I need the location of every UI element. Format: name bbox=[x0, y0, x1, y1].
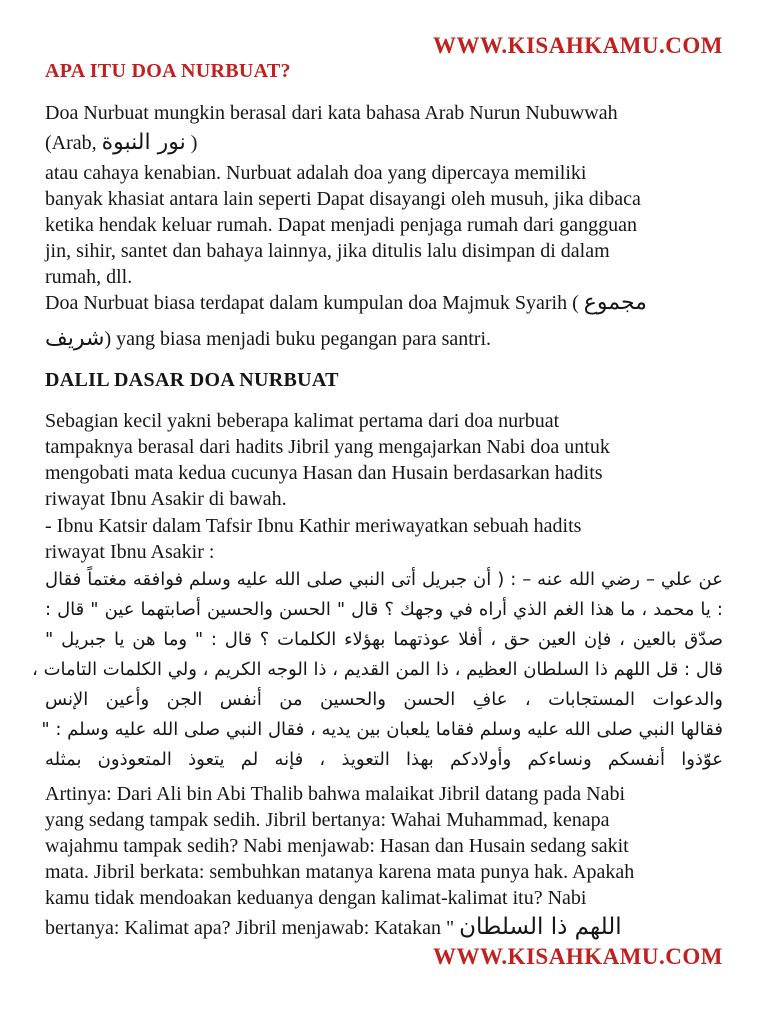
arabic-hadith-line: فقالها النبي صلى الله عليه وسلم فقاما يلعبان بين يديه ، فقال النبي صلى الله عليه وسلم : " bbox=[41, 719, 723, 740]
paragraph-line: kamu tidak mendoakan keduanya dengan kalimat-kalimat itu? Nabi bbox=[45, 887, 587, 909]
dalil-paragraph bbox=[45, 408, 723, 512]
arabic-hadith-line: صدّق بالعين ، فإن العين حق ، أفلا عوذتهما بهؤلاء الكلمات ؟ قال : " وما هن يا جبريل " bbox=[45, 629, 723, 650]
paragraph-line: Sebagian kecil yakni beberapa kalimat pertama dari doa nurbuat bbox=[45, 410, 560, 432]
paragraph-line-mixed bbox=[45, 285, 723, 321]
site-url-footer: WWW.KISAHKAMU.COM bbox=[432, 944, 723, 969]
artinya-paragraph bbox=[45, 781, 723, 945]
paragraph-line: mata. Jibril berkata: sembuhkan matanya karena mata punya hak. Apakah bbox=[45, 861, 635, 883]
paragraph-line: yang sedang tampak sedih. Jibril bertanya: Wahai Muhammad, kenapa bbox=[45, 809, 610, 831]
paragraph-line-mixed bbox=[45, 321, 723, 357]
arabic-hadith-line: : يا محمد ، ما هذا الغم الذي أراه في وجهك ؟ قال " الحسن والحسين أصابتهما عين " قال : bbox=[45, 599, 723, 620]
article-title: APA ITU DOA NURBUAT? bbox=[45, 60, 291, 82]
paragraph-line-mixed bbox=[45, 911, 723, 945]
dalil-heading: DALIL DASAR DOA NURBUAT bbox=[45, 369, 339, 391]
paragraph-line: ketika hendak keluar rumah. Dapat menjadi penjaga rumah dari gangguan bbox=[45, 214, 637, 236]
arabic-phrase: اللهم ذا السلطان bbox=[459, 914, 622, 940]
arab-term-suffix: ) bbox=[185, 132, 198, 154]
majmuk-paragraph bbox=[45, 285, 723, 357]
arabic-term: نور النبوة bbox=[101, 130, 186, 155]
artinya-last-text: bertanya: Kalimat apa? Jibril menjawab: Katakan " bbox=[45, 917, 460, 939]
paragraph-line: jin, sihir, santet dan bahaya lainnya, jika ditulis lalu disimpan di dalam bbox=[45, 240, 610, 262]
intro-paragraph bbox=[45, 100, 723, 290]
arabic-term: شريف bbox=[45, 326, 105, 351]
arabic-term: مجموع bbox=[583, 290, 647, 315]
arabic-hadith-line: عوّذوا أنفسكم ونساءكم وأولادكم بهذا التعويذ ، فإنه لم يتعوذ المتعوذون بمثله bbox=[45, 749, 723, 770]
paragraph-line: Doa Nurbuat mungkin berasal dari kata bahasa Arab Nurun Nubuwwah bbox=[45, 102, 618, 124]
ibnu-katsir-paragraph bbox=[45, 513, 723, 565]
paragraph-line: Artinya: Dari Ali bin Abi Thalib bahwa malaikat Jibril datang pada Nabi bbox=[45, 783, 626, 805]
arabic-hadith-line: قال : قل اللهم ذا السلطان العظيم ، ذا المن القديم ، ذا الوجه الكريم ، ولي الكلمات التامات ، bbox=[32, 659, 723, 680]
majmuk-line1-text: Doa Nurbuat biasa terdapat dalam kumpulan doa Majmuk Syarih ( bbox=[45, 292, 584, 314]
arabic-hadith-line: والدعوات المستجابات ، عافِ الحسن والحسين من أنفس الجن وأعين الإنس bbox=[45, 689, 723, 710]
paragraph-line: rumah, dll. bbox=[45, 266, 133, 288]
paragraph-line-arabic-term bbox=[45, 126, 723, 160]
hadith-arabic-block bbox=[32, 565, 723, 775]
paragraph-line: tampaknya berasal dari hadits Jibril yang mengajarkan Nabi doa untuk bbox=[45, 436, 610, 458]
paragraph-line: - Ibnu Katsir dalam Tafsir Ibnu Kathir meriwayatkan sebuah hadits bbox=[45, 515, 582, 537]
paragraph-line: atau cahaya kenabian. Nurbuat adalah doa yang dipercaya memiliki bbox=[45, 162, 587, 184]
arabic-hadith-line: عن علي – رضي الله عنه – : ( أن جبريل أتى النبي صلى الله عليه وسلم فوافقه مغتماً فقال bbox=[45, 569, 723, 590]
site-url-header: WWW.KISAHKAMU.COM bbox=[432, 33, 723, 58]
paragraph-line: wajahmu tampak sedih? Nabi menjawab: Hasan dan Husain sedang sakit bbox=[45, 835, 629, 857]
majmuk-line2-text: ) yang biasa menjadi buku pegangan para santri. bbox=[104, 328, 492, 350]
paragraph-line: riwayat Ibnu Asakir : bbox=[45, 541, 215, 563]
paragraph-line: riwayat Ibnu Asakir di bawah. bbox=[45, 488, 287, 510]
paragraph-line: banyak khasiat antara lain seperti Dapat disayangi oleh musuh, jika dibaca bbox=[45, 188, 641, 210]
arab-term-prefix: (Arab, bbox=[45, 132, 102, 154]
paragraph-line: mengobati mata kedua cucunya Hasan dan Husain berdasarkan hadits bbox=[45, 462, 603, 484]
